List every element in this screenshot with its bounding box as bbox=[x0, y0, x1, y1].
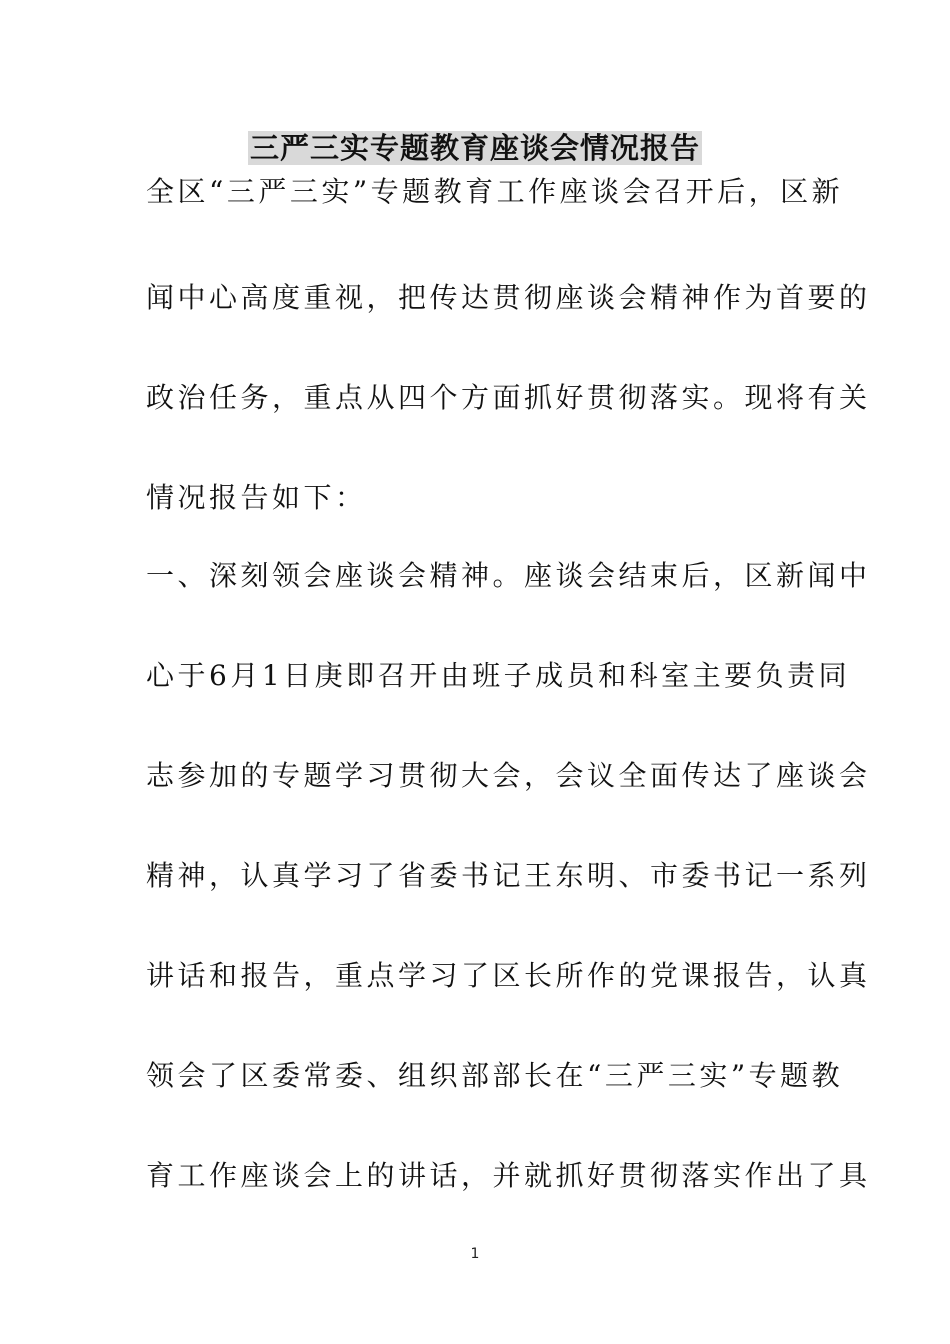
body-line-5: 一、深刻领会座谈会精神。座谈会结束后，区新闻中 bbox=[146, 559, 871, 592]
body-line-11: 育工作座谈会上的讲话，并就抓好贯彻落实作出了具 bbox=[146, 1159, 871, 1192]
body-line-4: 情况报告如下： bbox=[146, 481, 367, 514]
document-title bbox=[0, 128, 950, 168]
page-number: 1 bbox=[470, 1246, 480, 1262]
body-line-8: 精神，认真学习了省委书记王东明、市委书记一系列 bbox=[146, 859, 871, 892]
body-line-3: 政治任务，重点从四个方面抓好贯彻落实。现将有关 bbox=[146, 381, 871, 414]
body-line-1: 全区“三严三实”专题教育工作座谈会召开后，区新 bbox=[146, 175, 844, 208]
body-line-10: 领会了区委常委、组织部部长在“三严三实”专题教 bbox=[146, 1059, 844, 1092]
body-line-7: 志参加的专题学习贯彻大会，会议全面传达了座谈会 bbox=[146, 759, 871, 792]
body-line-9: 讲话和报告，重点学习了区长所作的党课报告，认真 bbox=[146, 959, 871, 992]
body-line-6: 心于6月1日庚即召开由班子成员和科室主要负责同 bbox=[146, 659, 851, 692]
body-line-2: 闻中心高度重视，把传达贯彻座谈会精神作为首要的 bbox=[146, 281, 871, 314]
title-text: 三严三实专题教育座谈会情况报告 bbox=[249, 131, 700, 165]
